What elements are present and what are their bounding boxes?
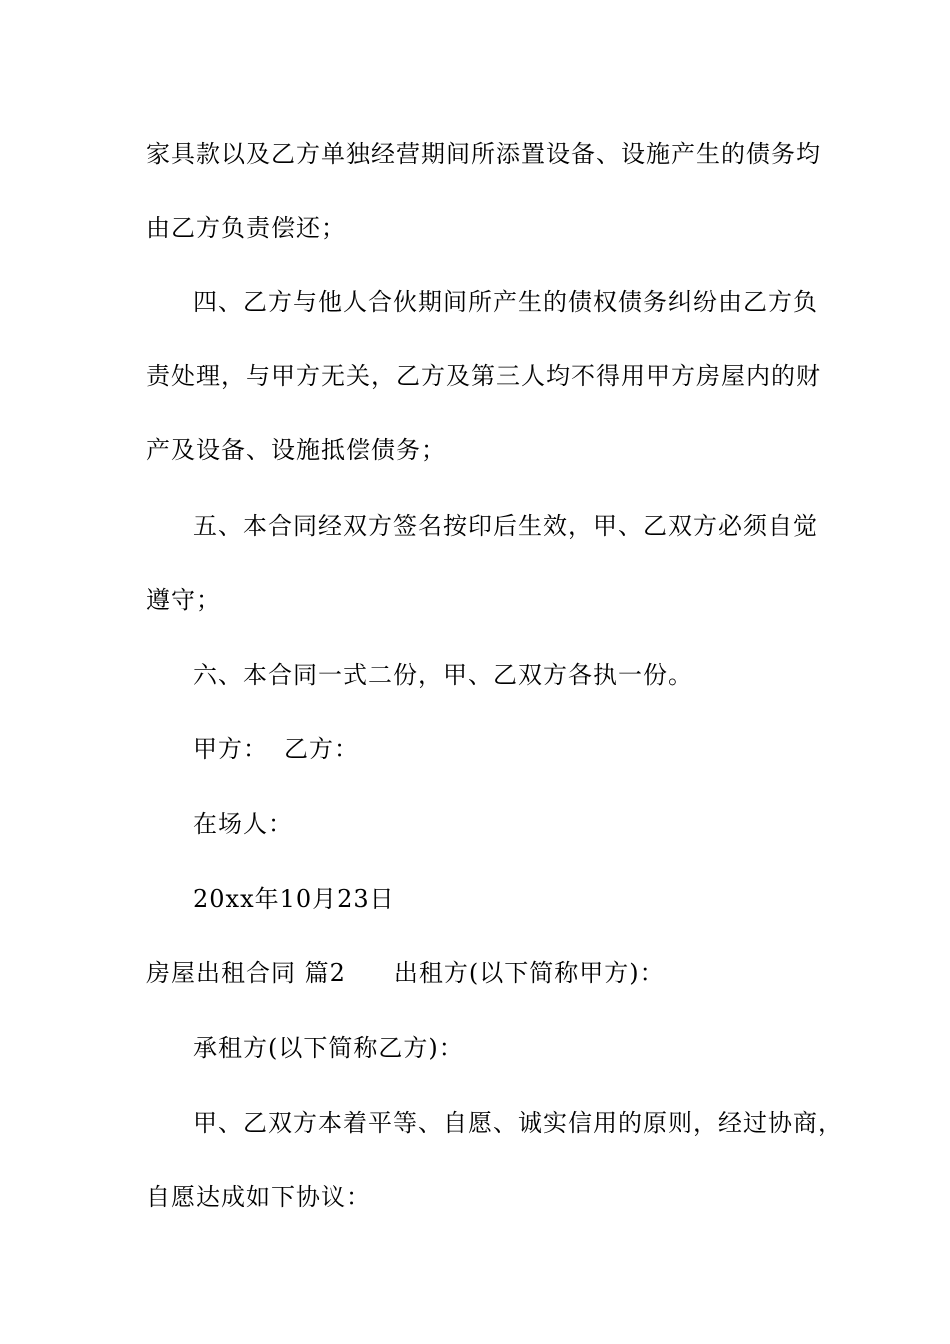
lessor-label: 出租方(以下简称甲方)： (393, 959, 665, 987)
party-b-label: 乙方： (284, 735, 359, 763)
paragraph-line: 遵守； (146, 586, 221, 614)
paragraph-line: 家具款以及乙方单独经营期间所添置设备、设施产生的债务均 (146, 140, 821, 168)
witness-label: 在场人： (193, 810, 293, 838)
agreement-line: 自愿达成如下协议： (146, 1183, 371, 1211)
document-date: 20xx年10月23日 (193, 885, 395, 913)
clause-six-line: 六、本合同一式二份，甲、乙双方各执一份。 (193, 661, 693, 689)
paragraph-line: 由乙方负责偿还； (146, 214, 346, 242)
section-title: 房屋出租合同 (146, 959, 296, 987)
lessee-label: 承租方(以下简称乙方)： (193, 1034, 464, 1062)
section-heading-line (146, 958, 816, 988)
section-number: 篇2 (304, 959, 346, 987)
signature-line (193, 734, 863, 764)
party-a-label: 甲方： (193, 735, 268, 763)
clause-five-line: 五、本合同经双方签名按印后生效，甲、乙双方必须自觉 (193, 512, 818, 540)
agreement-line: 甲、乙双方本着平等、自愿、诚实信用的原则，经过协商， (193, 1109, 843, 1137)
paragraph-line: 责处理，与甲方无关，乙方及第三人均不得用甲方房屋内的财 (146, 362, 821, 390)
paragraph-line: 产及设备、设施抵偿债务； (146, 436, 446, 464)
clause-four-line: 四、乙方与他人合伙期间所产生的债权债务纠纷由乙方负 (193, 288, 818, 316)
